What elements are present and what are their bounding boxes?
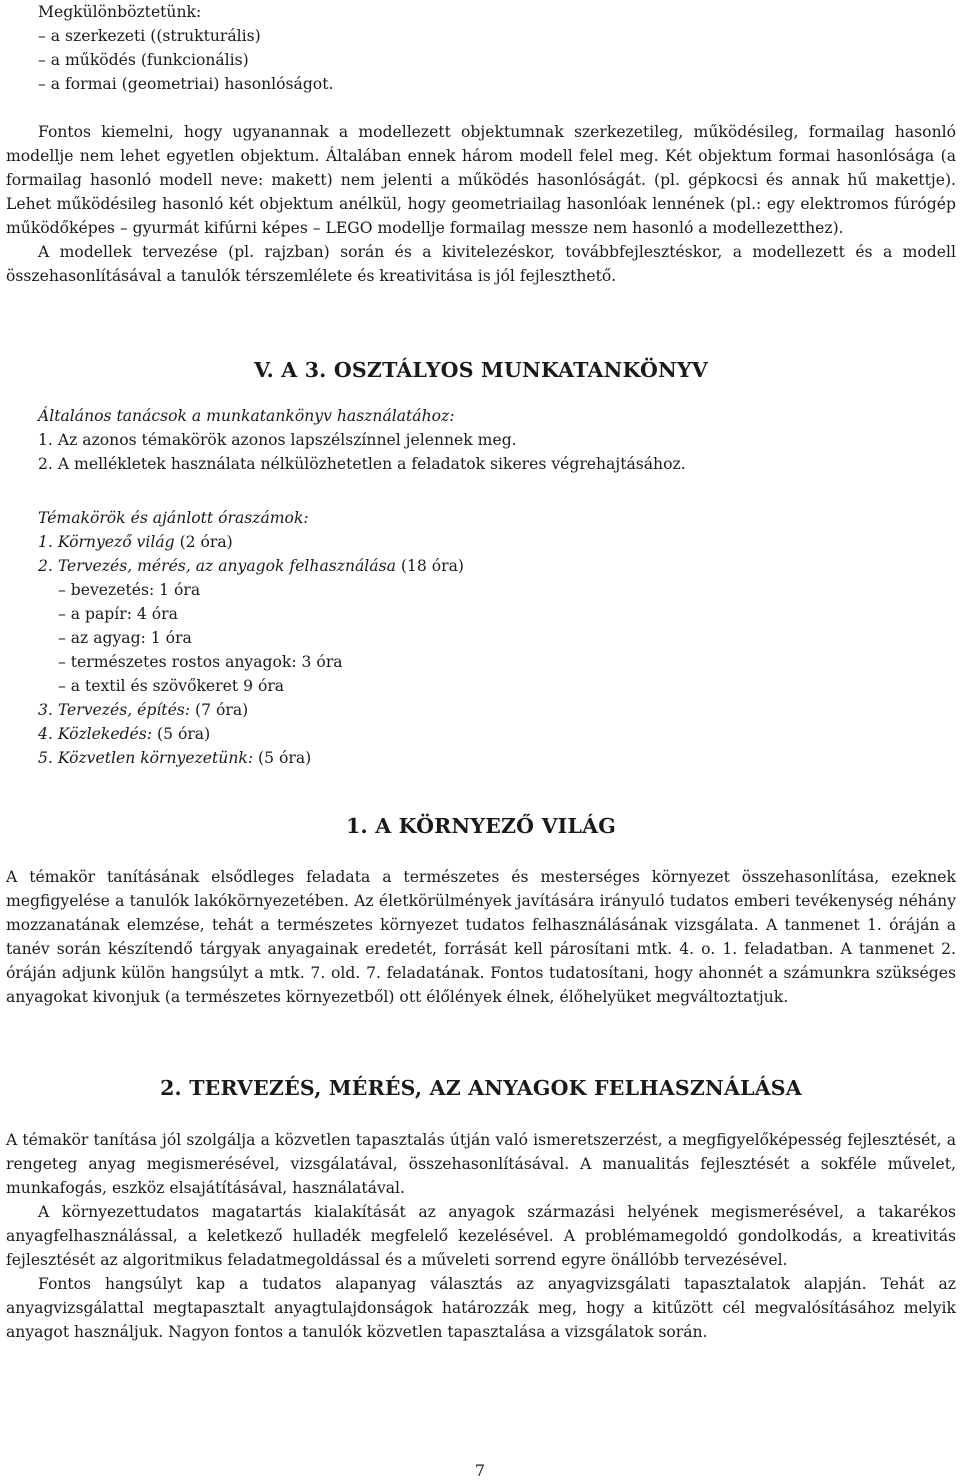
- section-2-paragraph-1: A témakör tanítása jól szolgálja a közvetlen tapasztalás útján való ismeretszerzést, a megfigyelőképesség fejlesztését, a rengeteg anyag megismerésével, vizsgálatával, összehasonlításával. A manualitás fejlesztését a sokféle művelet, munkafogás, eszköz elsajátításával, használatával.: [6, 1131, 956, 1197]
- section-v-heading: V. A 3. OSZTÁLYOS MUNKATANKÖNYV: [254, 358, 708, 382]
- section-1-body: [6, 865, 956, 1009]
- topics-block: [6, 506, 956, 770]
- distinctions-block: [6, 0, 956, 96]
- topic-hours: (5 óra): [152, 725, 211, 743]
- advice-title: Általános tanácsok a munkatankönyv használatához:: [38, 407, 455, 425]
- topic-hours: (18 óra): [395, 557, 464, 575]
- topic-subitem: – természetes rostos anyagok: 3 óra: [58, 653, 343, 671]
- topic-subitem: – a textil és szövőkeret 9 óra: [58, 677, 285, 695]
- section-1-paragraph: A témakör tanításának elsődleges feladata a természetes és mesterséges környezet összehasonlítása, ezeknek megfigyelése a tanulók lakókörnyezetében. Az életkörülmények javítására irányuló tudatos emberi tevékenység néhány mozzanatának elemzése, tehát a természetes környezet tudatos felhasználásának vizsgálata. A tanmenet 1. óráján a tanév során készítendő tárgyak anyagainak eredetét, forrását kell párosítani mtk. 4. o. 1. feladatban. A tanmenet 2. óráján adjunk külön hangsúlyt a mtk. 7. old. 7. feladatának. Fontos tudatosítani, hogy ahonnét a számunkra szükséges anyagokat kivonjuk (a természetes környezetből) ott élőlények élnek, élőhelyüket megváltoztatjuk.: [6, 868, 956, 1006]
- topic-name: Tervezés, mérés, az anyagok felhasználása: [57, 557, 396, 575]
- topic-name: Környező világ: [57, 533, 175, 551]
- models-design-paragraph: A modellek tervezése (pl. rajzban) során és a kivitelezéskor, továbbfejlesztéskor, a modellezett és a modell összehasonlításával a tanulók térszemlélete és kreativitása is jól fejleszthető.: [6, 243, 956, 285]
- distinction-item: – a működés (funkcionális): [38, 51, 249, 69]
- topic-hours: (5 óra): [253, 749, 312, 767]
- models-paragraph: Fontos kiemelni, hogy ugyanannak a modellezett objektumnak szerkezetileg, működésileg, formailag hasonló modellje nem lehet egyetlen objektum. Általában ennek három modell felel meg. Két objektum formai hasonlósága (a formailag hasonló modell neve: makett) nem jelenti a működés hasonlóságát. (pl. gépkocsi és annak hű makettje). Lehet működésileg hasonló két objektum anélkül, hogy geometriailag hasonlóak lennének (pl.: egy elektromos fúrógép működőképes – gyurmát kifúrni képes – LEGO modellje formailag messze nem hasonló a modellezetthez).: [6, 123, 956, 237]
- section-2-heading: 2. TERVEZÉS, MÉRÉS, AZ ANYAGOK FELHASZNÁLÁSA: [160, 1076, 802, 1100]
- topic-hours: (7 óra): [190, 701, 249, 719]
- models-paragraph-block: [6, 120, 956, 288]
- topics-title: Témakörök és ajánlott óraszámok:: [38, 509, 309, 527]
- advice-block: [6, 404, 956, 476]
- topic-item: 3. Tervezés, építés: (7 óra): [38, 701, 249, 719]
- distinction-item: – a formai (geometriai) hasonlóságot.: [38, 75, 334, 93]
- distinctions-intro: Megkülönböztetünk:: [38, 3, 202, 21]
- section-2-body: [6, 1128, 956, 1344]
- topic-subitem: – az agyag: 1 óra: [58, 629, 192, 647]
- topic-item: 1. Környező világ (2 óra): [38, 533, 233, 551]
- topic-item: 4. Közlekedés: (5 óra): [38, 725, 211, 743]
- topic-name: Közlekedés:: [57, 725, 153, 743]
- topic-hours: (2 óra): [174, 533, 233, 551]
- topic-subitem: – a papír: 4 óra: [58, 605, 178, 623]
- topic-item: 5. Közvetlen környezetünk: (5 óra): [38, 749, 312, 767]
- advice-item: 1. Az azonos témakörök azonos lapszélszínnel jelennek meg.: [38, 431, 517, 449]
- section-1-heading: 1. A KÖRNYEZŐ VILÁG: [346, 814, 616, 838]
- topic-subitem: – bevezetés: 1 óra: [58, 581, 201, 599]
- section-2-paragraph-3: Fontos hangsúlyt kap a tudatos alapanyag választás az anyagvizsgálati tapasztalatok alapján. Tehát az anyagvizsgálattal megtapasztalt anyagtulajdonságok határozzák meg, hogy a kitűzött cél megvalósításához melyik anyagot használjuk. Nagyon fontos a tanulók közvetlen tapasztalása a vizsgálatok során.: [6, 1275, 956, 1341]
- topic-name: Közvetlen környezetünk:: [57, 749, 254, 767]
- page-number: 7: [474, 1461, 486, 1480]
- topic-item: 2. Tervezés, mérés, az anyagok felhasználása (18 óra): [38, 557, 464, 575]
- topic-name: Tervezés, építés:: [57, 701, 191, 719]
- advice-item: 2. A mellékletek használata nélkülözhetetlen a feladatok sikeres végrehajtásához.: [38, 455, 686, 473]
- distinction-item: – a szerkezeti ((strukturális): [38, 27, 261, 45]
- section-2-paragraph-2: A környezettudatos magatartás kialakítását az anyagok származási helyének megismerésével, a takarékos anyagfelhasználással, a keletkező hulladék megfelelő kezelésével. A problémamegoldó gondolkodás, a kreativitás fejlesztését az algoritmikus feladatmegoldással és a műveleti sorrend egyre önállóbb tervezésével.: [6, 1203, 956, 1269]
